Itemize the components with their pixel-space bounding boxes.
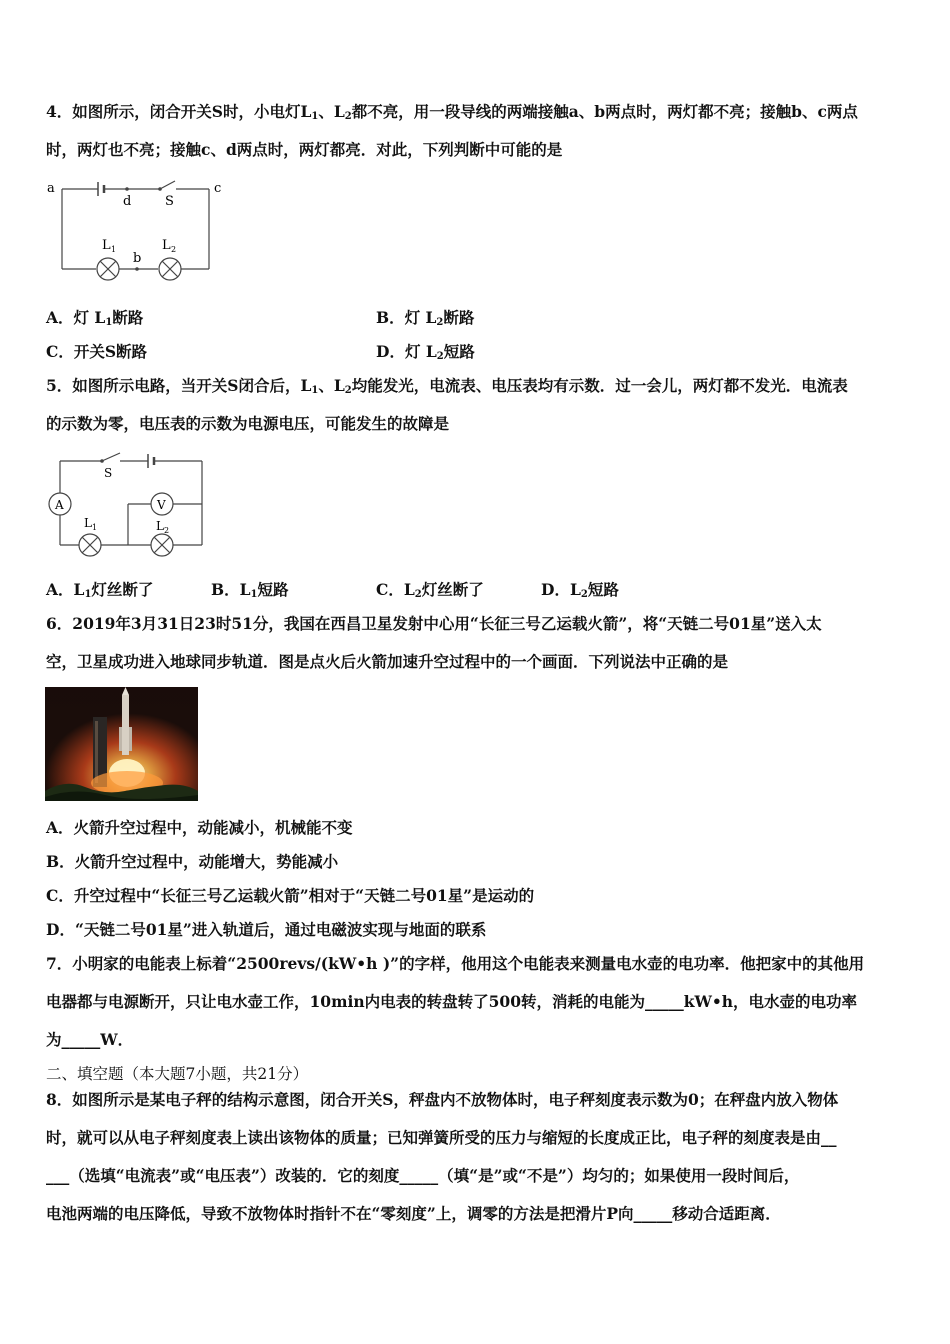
q4-label-d: d: [123, 194, 132, 209]
q8-line-1: 8．如图所示是某电子秤的结构示意图，闭合开关S，秤盘内不放物体时，电子秤刻度表示数为0；在秤盘内放入物体: [46, 1090, 839, 1109]
q4-line-2: 时，两灯也不亮；接触c、d两点时，两灯都亮．对此，下列判断中可能的是: [46, 140, 563, 159]
q6-option-c: C．升空过程中“长征三号乙运载火箭”相对于“天链二号01星”是运动的: [46, 886, 535, 905]
q4-option-b: B．灯 $L_2$断路: [376, 308, 475, 328]
q5-label-l1-sub: 1: [92, 523, 98, 532]
q4-label-l1-sub: 1: [111, 245, 117, 254]
q4-line-1: [46, 102, 858, 127]
q7-line-3: 为_____W．: [46, 1030, 134, 1049]
q5-line-1: 5．如图所示电路，当开关S闭合后，$L_1$、$L_2$均能发光，电流表、电压表均有示数．过一会儿，两灯都不发光．电流表: [46, 376, 848, 396]
q4-label-s: S: [165, 194, 174, 209]
q4-option-c: C．开关S断路: [46, 342, 148, 361]
q5-label-l1: L: [84, 516, 92, 530]
q6-line-2: 空，卫星成功进入地球同步轨道．图是点火后火箭加速升空过程中的一个画面．下列说法中正确的是: [46, 652, 729, 671]
q4-option-a: A．灯 $L_1$断路: [46, 308, 144, 328]
q4-option-d: D．灯 $L_2$短路: [376, 342, 475, 362]
q8-line-3: ___（选填“电流表”或“电压表”）改装的．它的刻度_____（填“是”或“不是”）均匀的；如果使用一段时间后，: [46, 1166, 800, 1185]
q4-label-a: a: [47, 181, 55, 196]
q4-label-l1: L: [102, 238, 111, 253]
q4-label-l2-sub: 2: [171, 245, 177, 254]
q5-option-a: A．$L_1$灯丝断了: [46, 580, 154, 600]
q5-line-2: 的示数为零，电压表的示数为电源电压，可能发生的故障是: [46, 414, 450, 433]
q4-l1-subscript: 1: [311, 111, 319, 122]
q4-label-l2: L: [162, 238, 171, 253]
q4-text-rest: 都不亮，用一段导线的两端接触a、b两点时，两灯都不亮；接触b、c两点: [351, 102, 858, 121]
q6-line-1: 6．2019年3月31日23时51分，我国在西昌卫星发射中心用“长征三号乙运载火箭”，将“天链二号01星”送入太: [46, 614, 822, 633]
q5-voltmeter-label: V: [157, 498, 166, 512]
q8-line-4: 电池两端的电压降低，导致不放物体时指针不在“零刻度”上，调零的方法是把滑片P向_____移动合适距离．: [46, 1204, 781, 1223]
q4-l1-symbol: L: [300, 102, 312, 121]
q4-l2-symbol: 、L: [318, 102, 345, 121]
q7-line-1: 7．小明家的电能表上标着“2500revs/(kW•h )”的字样，他用这个电能表来测量电水壶的电功率．他把家中的其他用: [46, 954, 865, 973]
rocket-launch-photo: [45, 687, 198, 805]
q7-line-2: 电器都与电源断开，只让电水壶工作，10min内电表的转盘转了500转，消耗的电能为_____kW•h，电水壶的电功率: [46, 992, 858, 1011]
section-heading: 二、填空题（本大题7小题，共21分）: [46, 1065, 309, 1083]
q5-option-d: D．$L_2$短路: [541, 580, 619, 600]
q5-label-l2-sub: 2: [164, 526, 170, 535]
q5-option-c: C．$L_2$灯丝断了: [376, 580, 484, 600]
q4-l2-subscript: 2: [344, 111, 352, 122]
q5-ammeter-label: A: [55, 498, 64, 512]
q8-line-2: 时，就可以从电子秤刻度表上读出该物体的质量；已知弹簧所受的压力与缩短的长度成正比，电子秤的刻度表是由__: [46, 1128, 837, 1147]
q4-label-c: c: [214, 181, 222, 196]
q5-option-b: B．$L_1$短路: [211, 580, 289, 600]
q6-option-d: D．“天链二号01星”进入轨道后，通过电磁波实现与地面的联系: [46, 920, 487, 939]
q5-circuit-diagram: [44, 450, 210, 566]
q5-label-l2: L: [156, 519, 164, 533]
q5-label-s: S: [104, 466, 113, 480]
q6-option-b: B．火箭升空过程中，动能增大，势能减小: [46, 852, 339, 871]
q4-label-b: b: [133, 251, 142, 266]
q4-circuit-diagram: [44, 176, 234, 292]
q6-option-a: A．火箭升空过程中，动能减小，机械能不变: [46, 818, 353, 837]
q4-text: 4．如图所示，闭合开关S时，小电灯: [46, 102, 301, 121]
